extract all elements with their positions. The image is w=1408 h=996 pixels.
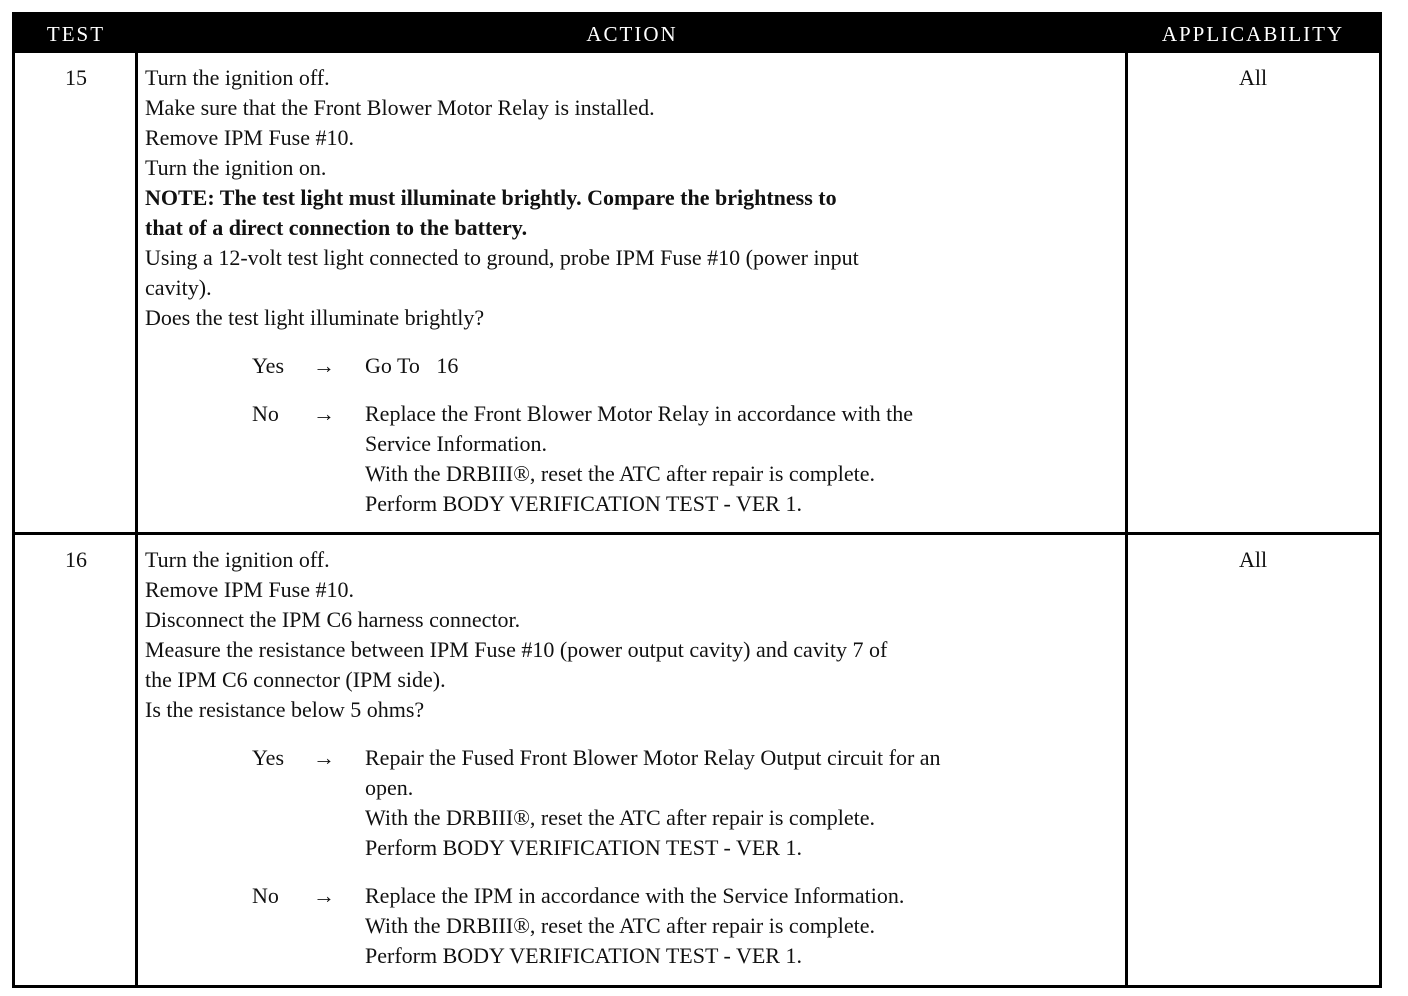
outcome-no (145, 881, 1119, 971)
step-text: Remove IPM Fuse #10. (145, 125, 354, 150)
table-header (15, 15, 1379, 53)
outcome-text: Perform BODY VERIFICATION TEST - VER 1. (365, 491, 802, 516)
step-text: Turn the ignition on. (145, 155, 327, 180)
step-text: cavity). (145, 275, 212, 300)
note-text: NOTE: The test light must illuminate brightly. Compare the brightness to (145, 185, 837, 210)
arrow-right-icon: → (313, 883, 335, 908)
applicability-value: All (1238, 65, 1268, 90)
outcome-text: Replace the IPM in accordance with the Service Information. (365, 883, 905, 908)
table-row (15, 53, 1379, 535)
outcome-text: Replace the Front Blower Motor Relay in accordance with the (365, 401, 913, 426)
outcome-text: Perform BODY VERIFICATION TEST - VER 1. (365, 943, 802, 968)
outcome-text: Go To 16 (365, 353, 459, 378)
step-text: the IPM C6 connector (IPM side). (145, 667, 446, 692)
outcome-text: Perform BODY VERIFICATION TEST - VER 1. (365, 835, 802, 860)
step-text: Using a 12-volt test light connected to ground, probe IPM Fuse #10 (power input (145, 245, 859, 270)
outcome-text: Service Information. (365, 431, 548, 456)
outcome-text: With the DRBIII®, reset the ATC after repair is complete. (365, 805, 876, 830)
question-text: Is the resistance below 5 ohms? (145, 697, 425, 722)
outcome-yes (145, 743, 1119, 863)
action-cell (145, 63, 1119, 519)
header-applicability: APPLICABILITY (1161, 22, 1345, 46)
outcome-label: Yes (252, 353, 285, 378)
arrow-right-icon: → (313, 745, 335, 770)
action-cell (145, 545, 1119, 971)
outcome-yes (145, 351, 1119, 381)
arrow-right-icon: → (313, 353, 335, 378)
step-text: Remove IPM Fuse #10. (145, 577, 354, 602)
step-text: Measure the resistance between IPM Fuse #10 (power output cavity) and cavity 7 of (145, 637, 888, 662)
header-test: TEST (46, 22, 106, 46)
test-number: 15 (65, 65, 87, 90)
outcome-label: No (252, 883, 279, 908)
step-text: Disconnect the IPM C6 harness connector. (145, 607, 521, 632)
outcome-label: No (252, 401, 279, 426)
step-text: Turn the ignition off. (145, 65, 330, 90)
step-text: Make sure that the Front Blower Motor Relay is installed. (145, 95, 655, 120)
step-text: Turn the ignition off. (145, 547, 330, 572)
test-number: 16 (65, 547, 87, 572)
outcome-text: open. (365, 775, 414, 800)
applicability-value: All (1238, 547, 1268, 572)
outcome-text: Repair the Fused Front Blower Motor Relay Output circuit for an (365, 745, 941, 770)
table-row (15, 535, 1379, 985)
outcome-no (145, 399, 1119, 519)
note-text: that of a direct connection to the battery. (145, 215, 528, 240)
question-text: Does the test light illuminate brightly? (145, 305, 485, 330)
outcome-text: With the DRBIII®, reset the ATC after repair is complete. (365, 913, 876, 938)
header-action: ACTION (586, 22, 678, 46)
outcome-label: Yes (252, 745, 285, 770)
arrow-right-icon: → (313, 401, 335, 426)
outcome-text: With the DRBIII®, reset the ATC after repair is complete. (365, 461, 876, 486)
diagnostic-table (12, 12, 1382, 988)
